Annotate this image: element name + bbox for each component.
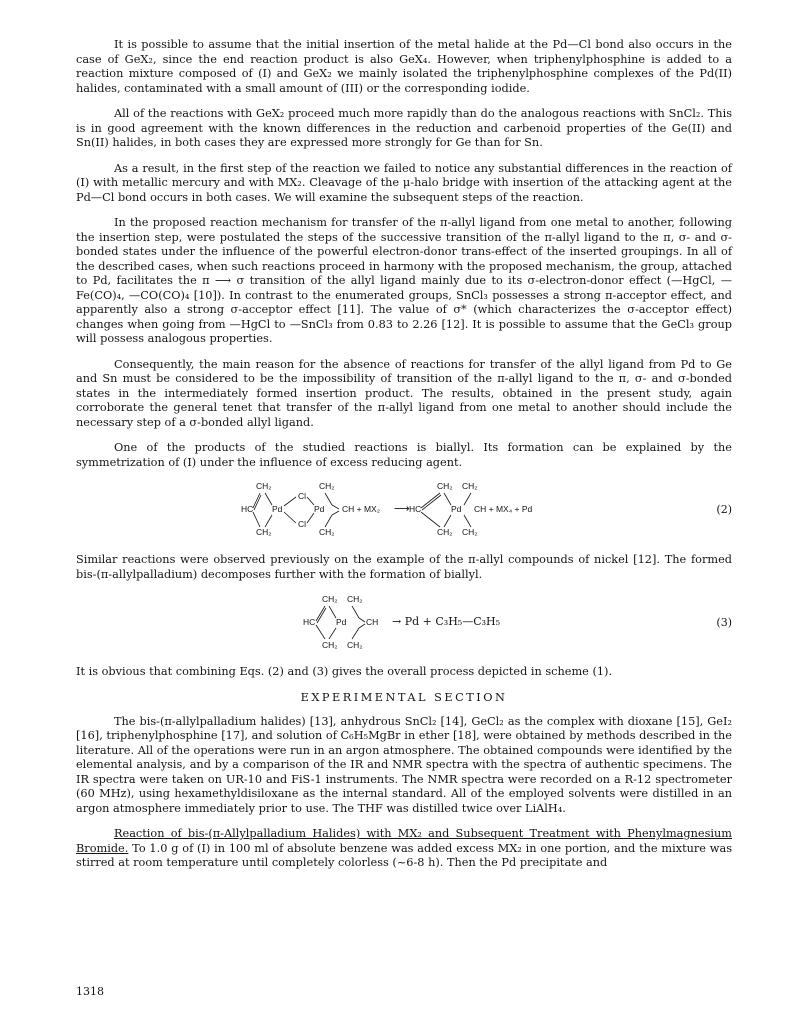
document-page	[76, 38, 732, 882]
eq3-hc: HC	[303, 617, 316, 627]
equation-3-number: (3)	[716, 616, 732, 629]
eq2-ch-mx2: CH + MX₂	[342, 504, 381, 514]
paragraph-6: One of the products of the studied reactions is biallyl. Its formation can be explained by the symmetrization of (I) under the influence of excess reducing agent.	[76, 441, 732, 469]
eq2-ch2-bottom-left: CH₂	[256, 527, 272, 537]
equation-2	[76, 481, 732, 541]
paragraph-7: Similar reactions were observed previously on the example of the π-allyl compounds of nickel [12]. The formed bis-(π-allylpalladium) decomposes further with the formation of biallyl.	[76, 553, 732, 581]
eq3-ch2-bottom-left: CH₂	[322, 640, 338, 650]
eq2-cl-top: Cl	[298, 491, 307, 501]
equation-2-number: (2)	[716, 503, 732, 516]
eq2-ch2-bottom-r1: CH₂	[437, 527, 453, 537]
paragraph-8: It is obvious that combining Eqs. (2) and (3) gives the overall process depicted in scheme (1).	[76, 665, 613, 678]
eq2-ch-mx4: CH + MX₄ + Pd	[474, 504, 533, 514]
eq2-ch2-top-left: CH₂	[256, 481, 272, 491]
eq2-pd-left: Pd	[272, 504, 283, 514]
equation-3-structure	[76, 593, 732, 653]
eq2-ch2-bottom-r2: CH₂	[462, 527, 478, 537]
experimental-paragraph: The bis-(π-allylpalladium halides) [13], anhydrous SnCl₂ [14], GeCl₂ as the complex with dioxane [15], GeI₂ [16], triphenylphosphine [17], and solution of C₆H₅MgBr in ether [18], were obtained by methods described in the literature. All of the operations were run in an argon atmosphere. The obtained compounds were identified by the elemental analysis, and by a comparison of the IR and NMR spectra with the spectra of authentic specimens. The IR spectra were taken on UR-10 and FiS-1 instruments. The NMR spectra were recorded on a R-12 spectrometer (60 MHz), using hexamethyldisiloxane as the internal standard. All of the employed solvents were distilled in an argon atmosphere immediately prior to use. The THF was distilled twice over LiAlH₄.	[76, 714, 732, 815]
eq3-pd: Pd	[336, 617, 347, 627]
eq3-ch2-top-right: CH₂	[347, 594, 363, 604]
eq2-ch2-top-r1: CH₂	[437, 481, 453, 491]
eq2-pd-product: Pd	[451, 504, 462, 514]
paragraph-1: It is possible to assume that the initial insertion of the metal halide at the Pd—Cl bond also occurs in the case of GeX₂, since the end reaction product is also GeX₄. However, when triphenylphosphine is added to a reaction mixture composed of (I) and GeX₂ we mainly isolated the triphenylphosphine complexes of the Pd(II) halides, contaminated with a small amount of (III) or the corresponding iodide.	[76, 38, 732, 95]
eq3-ch: CH	[366, 617, 379, 627]
eq2-cl-bottom: Cl	[298, 519, 307, 529]
equation-2-structure	[76, 481, 732, 541]
reaction-paragraph	[76, 827, 732, 871]
eq2-pd-right: Pd	[314, 504, 325, 514]
reaction-title: Reaction of bis-(π-Allylpalladium Halides) with MX₂ and Subsequent Treatment with Phenylmagnesium Bromide.	[76, 827, 732, 855]
eq2-arrow: ⟶	[394, 503, 410, 515]
paragraph-4: In the proposed reaction mechanism for transfer of the π-allyl ligand from one metal to another, following the insertion step, were postulated the steps of the successive transition of the π-allyl ligand to the π, σ- and σ-bonded states under the influence of the powerful electron-donor trans-effect of the inserted groupings. In all of the described cases, when such reactions proceed in harmony with the proposed mechanism, the group, attached to Pd, facilitates the π ⟶ σ transition of the allyl ligand mainly due to its σ-electron-donor effect (—HgCl, —Fe(CO)₄, —CO(CO)₄ [10]). In contrast to the enumerated groups, SnCl₃ possesses a strong π-acceptor effect, and apparently also a strong σ-acceptor effect [11]. The value of σ* (which characterizes the σ-acceptor effect) changes when going from —HgCl to —SnCl₃ from 0.83 to 2.26 [12]. It is possible to assume that the GeCl₃ group will possess analogous properties.	[76, 216, 732, 345]
reaction-text: To 1.0 g of (I) in 100 ml of absolute benzene was added excess MX₂ in one portion, and the mixture was stirred at room temperature until completely colorless (~6-8 h). Then the Pd precipitate and	[76, 841, 732, 869]
eq2-ch2-bottom-mid: CH₂	[319, 527, 335, 537]
page-number: 1318	[76, 985, 104, 998]
eq3-ch2-top-left: CH₂	[322, 594, 338, 604]
eq2-ch2-top-r2: CH₂	[462, 481, 478, 491]
eq2-ch2-top-mid: CH₂	[319, 481, 335, 491]
eq2-hc-left: HC	[241, 504, 254, 514]
paragraph-2: All of the reactions with GeX₂ proceed much more rapidly than do the analogous reactions with SnCl₂. This is in good agreement with the known differences in the reduction and carbenoid properties of the Ge(II) and Sn(II) halides, in both cases they are expressed more strongly for Ge than for Sn.	[76, 107, 732, 149]
section-heading: EXPERIMENTAL SECTION	[300, 690, 508, 704]
paragraph-5: Consequently, the main reason for the absence of reactions for transfer of the allyl ligand from Pd to Ge and Sn must be considered to be the impossibility of transition of the π-allyl ligand to the π, σ- and σ-bonded states in the intermediately formed insertion product. The results, obtained in the present study, again corroborate the general tenet that transfer of the π-allyl ligand from one metal to another should include the necessary step of a σ-bonded allyl ligand.	[76, 357, 732, 429]
eq2-hc-right: HC	[409, 504, 422, 514]
eq3-ch2-bottom-right: CH₂	[347, 640, 363, 650]
paragraph-3: As a result, in the first step of the reaction we failed to notice any substantial differences in the reaction of (I) with metallic mercury and with MX₂. Cleavage of the μ-halo bridge with insertion of the attacking agent at the Pd—Cl bond occurs in both cases. We will examine the subsequent steps of the reaction.	[76, 161, 732, 204]
equation-3	[76, 593, 732, 653]
eq3-products: → Pd + C₃H₅—C₃H₅	[392, 615, 501, 628]
